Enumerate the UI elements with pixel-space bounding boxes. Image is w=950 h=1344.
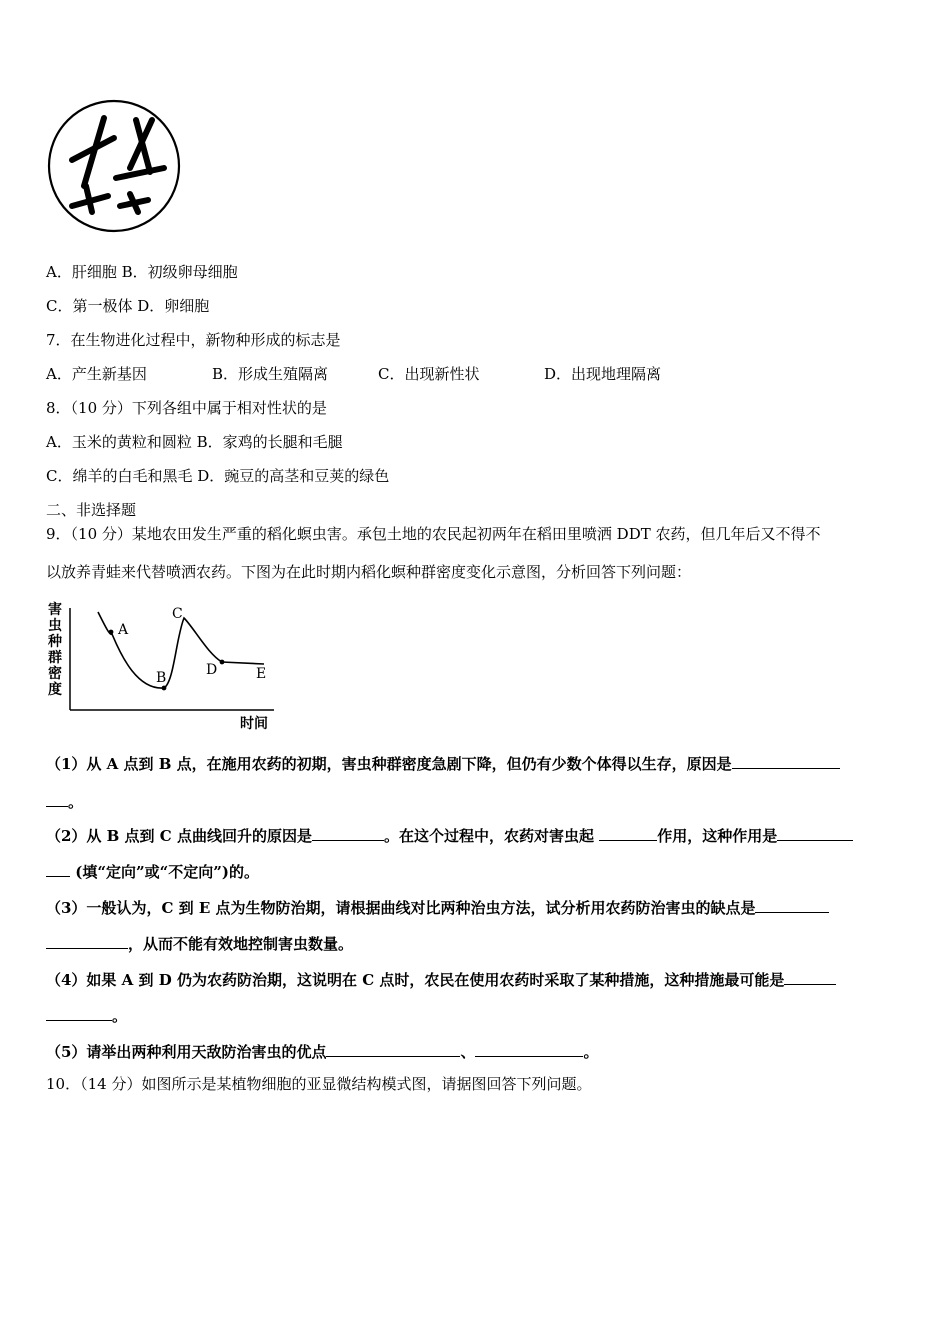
q8-options-line2: C．绵羊的白毛和黑毛 D．豌豆的高茎和豆荚的绿色: [46, 467, 390, 485]
q9-part4-line2: 。: [46, 1004, 127, 1026]
q8-options-line1: A．玉米的黄粒和圆粒 B．家鸡的长腿和毛腿: [46, 433, 343, 451]
y-label-char: 群: [48, 650, 62, 666]
q7-option-d: D．出现地理隔离: [544, 365, 662, 383]
q9-part2-line1: （2）从 B 点到 C 点曲线回升的原因是 。在这个过程中，农药对害虫起 作用，这种作用是: [46, 824, 853, 846]
chromosome-4b: [86, 186, 92, 212]
point-c-label: C: [172, 606, 183, 622]
q9-part1-line2: 。: [46, 790, 83, 812]
q10-stem: 10．（14 分）如图所示是某植物细胞的亚显微结构模式图，请据图回答下列问题。: [46, 1075, 592, 1093]
q9-part4-line1: （4）如果 A 到 D 仍为农药防治期，这说明在 C 点时，农民在使用农药时采取了某种措施，这种措施最可能是: [46, 968, 836, 990]
answer-blank[interactable]: [46, 1004, 112, 1021]
cell-chromosome-figure: [44, 98, 184, 234]
answer-blank[interactable]: [46, 932, 128, 949]
y-label-char: 害: [48, 602, 62, 618]
q7-option-c: C．出现新性状: [378, 365, 480, 383]
answer-blank[interactable]: [784, 968, 836, 985]
q7-stem: 7．在生物进化过程中，新物种形成的标志是: [46, 331, 341, 349]
q9-part3-line2: ，从而不能有效地控制害虫数量。: [46, 932, 353, 954]
answer-blank[interactable]: [755, 896, 829, 913]
q9-stem-line1: 9．（10 分）某地农田发生严重的稻化螟虫害。承包土地的农民起初两年在稻田里喷洒 DDT 农药，但几年后又不得不: [46, 525, 821, 543]
q7-options: [46, 364, 661, 384]
answer-blank[interactable]: [732, 752, 840, 769]
answer-blank[interactable]: [599, 824, 657, 841]
point-e-label: E: [256, 666, 267, 682]
answer-blank[interactable]: [777, 824, 853, 841]
q9-stem-line2: 以放养青蛙来代替喷洒农药。下图为在此时期内稻化螟种群密度变化示意图，分析回答下列问题：: [46, 563, 692, 581]
answer-blank[interactable]: [46, 790, 68, 807]
y-label-char: 密: [48, 666, 62, 682]
point-b-label: B: [156, 670, 167, 686]
chromosome-5b: [130, 194, 138, 212]
y-label-char: 度: [48, 682, 62, 698]
q6-options-line1: A．肝细胞 B．初级卵母细胞: [46, 263, 238, 281]
q9-part5: （5）请举出两种利用天敌防治害虫的优点 、 。: [46, 1040, 598, 1062]
q6-options-line2: C．第一极体 D．卵细胞: [46, 297, 210, 315]
chromosome-3: [116, 168, 164, 178]
graph-y-label: [47, 601, 62, 698]
q7-option-b: B．形成生殖隔离: [212, 365, 329, 383]
point-d-marker: [220, 660, 225, 665]
point-a-marker: [109, 630, 114, 635]
q8-stem: 8．（10 分）下列各组中属于相对性状的是: [46, 399, 327, 417]
answer-blank[interactable]: [475, 1040, 583, 1057]
point-b-marker: [162, 686, 167, 691]
answer-blank[interactable]: [326, 1040, 460, 1057]
point-a-label: A: [118, 622, 129, 638]
y-label-char: 种: [48, 634, 62, 650]
q9-part2-line2: (填“定向”或“不定向”)的。: [46, 860, 259, 882]
population-density-graph: [44, 598, 284, 732]
q9-part1-line1: （1）从 A 点到 B 点，在施用农药的初期，害虫种群密度急剧下降，但仍有少数个体得以生存，原因是: [46, 752, 840, 774]
answer-blank[interactable]: [46, 860, 70, 877]
section-heading: 二、非选择题: [46, 501, 137, 519]
q7-option-a: A．产生新基因: [46, 365, 147, 383]
q9-part3-line1: （3）一般认为，C 到 E 点为生物防治期，请根据曲线对比两种治虫方法，试分析用农药防治害虫的缺点是: [46, 896, 829, 918]
point-d-label: D: [206, 662, 218, 678]
answer-blank[interactable]: [312, 824, 384, 841]
y-label-char: 虫: [48, 618, 62, 634]
x-axis-label: 时间: [240, 716, 268, 732]
